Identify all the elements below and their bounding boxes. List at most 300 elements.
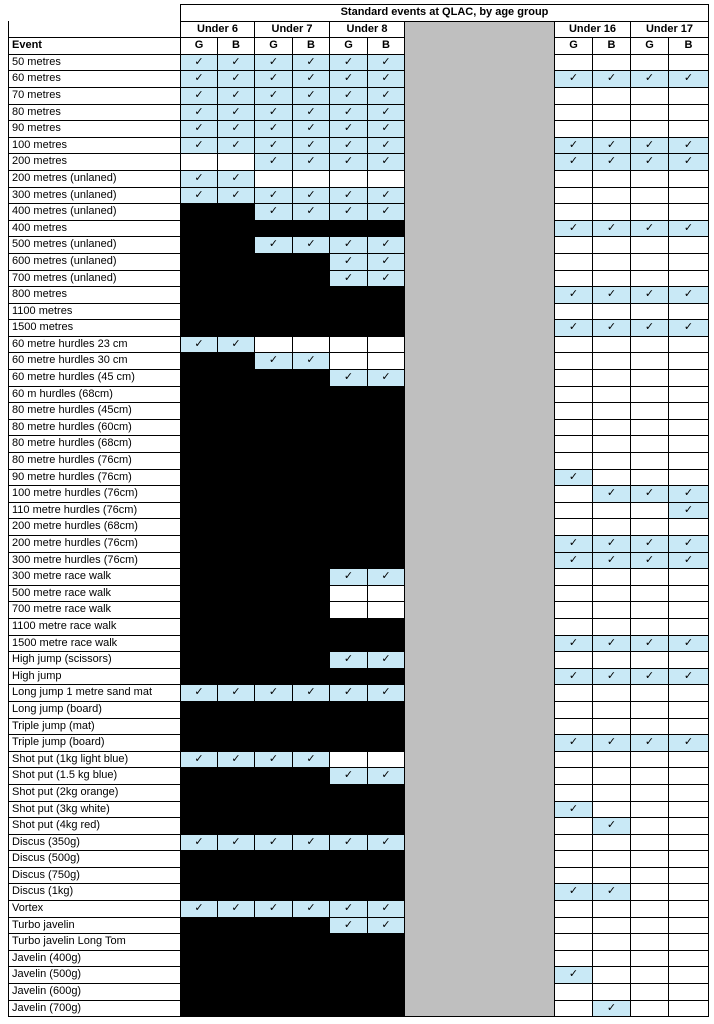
check-mark-icon: ✓ — [381, 155, 391, 168]
empty-cell — [631, 403, 669, 420]
check-cell — [593, 884, 631, 901]
not-offered-cell — [218, 784, 255, 801]
check-cell — [181, 834, 218, 851]
not-offered-cell — [368, 701, 405, 718]
check-cell — [330, 71, 368, 88]
not-offered-cell — [330, 934, 368, 951]
event-name: Discus (500g) — [9, 851, 181, 868]
event-name: Long jump 1 metre sand mat — [9, 685, 181, 702]
check-mark-icon: ✓ — [343, 188, 354, 201]
not-offered-cell — [255, 984, 293, 1001]
not-offered-cell — [368, 303, 405, 320]
not-offered-cell — [218, 718, 255, 735]
empty-cell — [669, 950, 709, 967]
not-offered-cell — [330, 851, 368, 868]
corner-blank-2 — [9, 21, 181, 38]
not-offered-cell — [181, 386, 218, 403]
check-cell — [330, 270, 368, 287]
check-mark-icon: ✓ — [231, 835, 241, 848]
event-name: 80 metre hurdles (60cm) — [9, 419, 181, 436]
not-offered-cell — [368, 818, 405, 835]
check-mark-icon: ✓ — [683, 669, 694, 682]
empty-cell — [330, 170, 368, 187]
empty-cell — [593, 353, 631, 370]
check-mark-icon: ✓ — [644, 72, 655, 85]
empty-cell — [368, 336, 405, 353]
check-mark-icon: ✓ — [306, 105, 316, 118]
check-cell — [255, 901, 293, 918]
check-mark-icon: ✓ — [306, 188, 316, 201]
empty-cell — [631, 336, 669, 353]
check-cell — [330, 204, 368, 221]
event-name: Shot put (2kg orange) — [9, 784, 181, 801]
check-cell — [255, 187, 293, 204]
not-offered-cell — [368, 469, 405, 486]
empty-cell — [555, 618, 593, 635]
check-mark-icon: ✓ — [343, 371, 354, 384]
check-cell — [669, 668, 709, 685]
check-cell — [593, 635, 631, 652]
not-offered-cell — [330, 718, 368, 735]
not-offered-cell — [293, 536, 330, 553]
event-name: 200 metres — [9, 154, 181, 171]
not-offered-cell — [181, 801, 218, 818]
check-mark-icon: ✓ — [194, 752, 204, 765]
empty-cell — [631, 967, 669, 984]
event-name: Javelin (700g) — [9, 1000, 181, 1017]
not-offered-cell — [218, 984, 255, 1001]
not-offered-cell — [255, 884, 293, 901]
check-mark-icon: ✓ — [683, 321, 694, 334]
check-mark-icon: ✓ — [343, 138, 354, 151]
check-mark-icon: ✓ — [231, 188, 241, 201]
not-offered-cell — [293, 287, 330, 304]
empty-cell — [669, 253, 709, 270]
check-cell — [255, 71, 293, 88]
not-offered-cell — [368, 967, 405, 984]
not-offered-cell — [293, 950, 330, 967]
empty-cell — [631, 270, 669, 287]
not-offered-cell — [368, 735, 405, 752]
not-offered-cell — [293, 502, 330, 519]
empty-cell — [555, 834, 593, 851]
not-offered-cell — [330, 519, 368, 536]
not-offered-cell — [293, 917, 330, 934]
not-offered-cell — [330, 486, 368, 503]
empty-cell — [593, 569, 631, 586]
not-offered-cell — [293, 818, 330, 835]
empty-cell — [555, 569, 593, 586]
empty-cell — [555, 685, 593, 702]
check-cell — [669, 552, 709, 569]
check-mark-icon: ✓ — [644, 537, 655, 549]
not-offered-cell — [368, 486, 405, 503]
not-offered-cell — [218, 818, 255, 835]
not-offered-cell — [181, 984, 218, 1001]
check-cell — [669, 154, 709, 171]
not-offered-cell — [330, 735, 368, 752]
not-offered-cell — [368, 386, 405, 403]
table-row — [9, 237, 709, 254]
empty-cell — [631, 618, 669, 635]
empty-cell — [555, 950, 593, 967]
empty-cell — [631, 569, 669, 586]
not-offered-cell — [181, 287, 218, 304]
empty-cell — [669, 768, 709, 785]
event-name: Vortex — [9, 901, 181, 918]
event-header: Event — [9, 38, 181, 55]
check-mark-icon: ✓ — [343, 205, 354, 218]
not-offered-cell — [330, 536, 368, 553]
check-cell — [218, 104, 255, 121]
check-cell — [555, 884, 593, 901]
check-mark-icon: ✓ — [644, 288, 655, 301]
check-mark-icon: ✓ — [606, 553, 617, 566]
not-offered-cell — [181, 718, 218, 735]
check-mark-icon: ✓ — [568, 72, 579, 85]
table-body — [9, 5, 709, 1017]
empty-cell — [555, 585, 593, 602]
check-mark-icon: ✓ — [644, 636, 655, 649]
check-mark-icon: ✓ — [606, 221, 617, 234]
sub-header-b: B — [218, 38, 255, 55]
check-mark-icon: ✓ — [606, 138, 617, 151]
empty-cell — [593, 303, 631, 320]
table-row — [9, 652, 709, 669]
empty-cell — [669, 204, 709, 221]
not-offered-cell — [293, 486, 330, 503]
not-offered-cell — [368, 552, 405, 569]
sub-header-g: G — [631, 38, 669, 55]
check-cell — [669, 536, 709, 553]
check-cell — [181, 121, 218, 138]
not-offered-cell — [368, 287, 405, 304]
check-cell — [593, 536, 631, 553]
check-mark-icon: ✓ — [194, 122, 204, 135]
check-cell — [218, 187, 255, 204]
empty-cell — [631, 950, 669, 967]
empty-cell — [593, 502, 631, 519]
empty-cell — [593, 436, 631, 453]
check-cell — [593, 220, 631, 237]
empty-cell — [631, 170, 669, 187]
check-mark-icon: ✓ — [683, 487, 694, 500]
not-offered-cell — [218, 867, 255, 884]
empty-cell — [593, 170, 631, 187]
check-mark-icon: ✓ — [231, 171, 241, 184]
not-offered-cell — [255, 867, 293, 884]
empty-cell — [631, 469, 669, 486]
check-mark-icon: ✓ — [194, 55, 204, 68]
check-cell — [669, 502, 709, 519]
not-offered-cell — [181, 320, 218, 337]
empty-cell — [631, 519, 669, 536]
not-offered-cell — [255, 701, 293, 718]
not-offered-cell — [293, 585, 330, 602]
check-mark-icon: ✓ — [306, 138, 316, 151]
table-row — [9, 453, 709, 470]
not-offered-cell — [218, 602, 255, 619]
empty-cell — [593, 917, 631, 934]
check-cell — [293, 237, 330, 254]
table-row — [9, 253, 709, 270]
check-cell — [593, 71, 631, 88]
check-mark-icon: ✓ — [606, 487, 617, 500]
not-offered-cell — [181, 884, 218, 901]
check-cell — [330, 685, 368, 702]
check-cell — [293, 751, 330, 768]
not-offered-cell — [181, 436, 218, 453]
check-cell — [330, 104, 368, 121]
empty-cell — [669, 967, 709, 984]
not-offered-cell — [181, 569, 218, 586]
check-cell — [368, 237, 405, 254]
not-offered-cell — [293, 370, 330, 387]
not-offered-cell — [255, 270, 293, 287]
not-offered-cell — [181, 370, 218, 387]
check-cell — [330, 569, 368, 586]
not-offered-cell — [368, 453, 405, 470]
not-offered-cell — [368, 519, 405, 536]
not-offered-cell — [181, 818, 218, 835]
check-cell — [255, 751, 293, 768]
event-name: 110 metre hurdles (76cm) — [9, 502, 181, 519]
empty-cell — [631, 685, 669, 702]
check-mark-icon: ✓ — [306, 55, 316, 68]
check-cell — [293, 71, 330, 88]
empty-cell — [631, 652, 669, 669]
check-mark-icon: ✓ — [343, 686, 354, 699]
not-offered-cell — [218, 552, 255, 569]
empty-cell — [631, 768, 669, 785]
check-cell — [631, 320, 669, 337]
event-name: Triple jump (board) — [9, 735, 181, 752]
check-mark-icon: ✓ — [268, 205, 279, 218]
empty-cell — [631, 901, 669, 918]
check-mark-icon: ✓ — [568, 155, 579, 168]
not-offered-cell — [181, 519, 218, 536]
not-offered-cell — [368, 801, 405, 818]
check-mark-icon: ✓ — [194, 902, 204, 915]
empty-cell — [593, 585, 631, 602]
check-cell — [293, 834, 330, 851]
check-mark-icon: ✓ — [343, 835, 354, 848]
table-row — [9, 469, 709, 486]
empty-cell — [631, 303, 669, 320]
empty-cell — [593, 984, 631, 1001]
empty-cell — [555, 336, 593, 353]
empty-cell — [631, 585, 669, 602]
check-cell — [631, 71, 669, 88]
not-offered-cell — [181, 668, 218, 685]
check-mark-icon: ✓ — [268, 752, 279, 765]
check-mark-icon: ✓ — [644, 669, 655, 682]
empty-cell — [330, 336, 368, 353]
not-offered-cell — [181, 701, 218, 718]
empty-cell — [255, 336, 293, 353]
empty-cell — [330, 353, 368, 370]
not-offered-cell — [330, 950, 368, 967]
check-cell — [593, 320, 631, 337]
not-offered-cell — [181, 635, 218, 652]
sub-header-b: B — [293, 38, 330, 55]
not-offered-cell — [368, 403, 405, 420]
empty-cell — [669, 818, 709, 835]
check-mark-icon: ✓ — [683, 537, 694, 549]
table-row — [9, 934, 709, 951]
empty-cell — [593, 768, 631, 785]
empty-cell — [669, 469, 709, 486]
check-mark-icon: ✓ — [381, 122, 391, 135]
not-offered-cell — [293, 253, 330, 270]
table-row — [9, 569, 709, 586]
check-cell — [593, 287, 631, 304]
empty-cell — [218, 154, 255, 171]
event-name: High jump (scissors) — [9, 652, 181, 669]
empty-cell — [555, 851, 593, 868]
check-cell — [631, 287, 669, 304]
not-offered-cell — [293, 784, 330, 801]
check-cell — [255, 87, 293, 104]
table-row — [9, 54, 709, 71]
empty-cell — [368, 602, 405, 619]
not-offered-cell — [218, 536, 255, 553]
event-name: Shot put (1.5 kg blue) — [9, 768, 181, 785]
not-offered-cell — [368, 220, 405, 237]
check-cell — [218, 336, 255, 353]
not-offered-cell — [255, 818, 293, 835]
empty-cell — [330, 602, 368, 619]
check-cell — [555, 137, 593, 154]
empty-cell — [593, 453, 631, 470]
check-mark-icon: ✓ — [306, 88, 316, 101]
check-mark-icon: ✓ — [231, 122, 241, 135]
check-cell — [293, 901, 330, 918]
not-offered-cell — [255, 652, 293, 669]
not-offered-cell — [330, 220, 368, 237]
not-offered-cell — [181, 220, 218, 237]
event-name: Discus (1kg) — [9, 884, 181, 901]
empty-cell — [593, 834, 631, 851]
check-mark-icon: ✓ — [381, 55, 391, 68]
table-row — [9, 154, 709, 171]
empty-cell — [555, 237, 593, 254]
not-offered-cell — [255, 801, 293, 818]
table-row — [9, 984, 709, 1001]
check-mark-icon: ✓ — [683, 221, 694, 234]
table-row — [9, 204, 709, 221]
check-mark-icon: ✓ — [381, 769, 391, 782]
check-mark-icon: ✓ — [381, 686, 391, 699]
not-offered-cell — [218, 652, 255, 669]
check-cell — [368, 204, 405, 221]
check-mark-icon: ✓ — [568, 321, 579, 334]
empty-cell — [593, 54, 631, 71]
not-offered-cell — [255, 370, 293, 387]
not-offered-cell — [218, 253, 255, 270]
table-row — [9, 735, 709, 752]
check-mark-icon: ✓ — [606, 155, 617, 168]
not-offered-cell — [181, 618, 218, 635]
check-cell — [255, 204, 293, 221]
event-name: 1500 metre race walk — [9, 635, 181, 652]
not-offered-cell — [330, 320, 368, 337]
event-name: 400 metres — [9, 220, 181, 237]
table-row — [9, 635, 709, 652]
not-offered-cell — [368, 320, 405, 337]
empty-cell — [669, 386, 709, 403]
check-cell — [555, 801, 593, 818]
check-cell — [181, 104, 218, 121]
empty-cell — [631, 784, 669, 801]
check-mark-icon: ✓ — [606, 885, 617, 898]
check-mark-icon: ✓ — [343, 55, 354, 68]
check-cell — [181, 54, 218, 71]
not-offered-cell — [330, 801, 368, 818]
not-offered-cell — [293, 569, 330, 586]
corner-blank — [9, 5, 181, 22]
check-mark-icon: ✓ — [343, 155, 354, 168]
check-mark-icon: ✓ — [194, 88, 204, 101]
not-offered-cell — [218, 701, 255, 718]
check-mark-icon: ✓ — [194, 835, 204, 848]
check-mark-icon: ✓ — [683, 553, 694, 566]
check-cell — [631, 486, 669, 503]
check-cell — [293, 104, 330, 121]
table-row — [9, 320, 709, 337]
event-name: High jump — [9, 668, 181, 685]
not-offered-cell — [218, 884, 255, 901]
check-cell — [669, 220, 709, 237]
event-name: 50 metres — [9, 54, 181, 71]
not-offered-cell — [255, 552, 293, 569]
check-mark-icon: ✓ — [568, 636, 579, 649]
group-under-7: Under 7 — [255, 21, 330, 38]
empty-cell — [181, 154, 218, 171]
empty-cell — [555, 386, 593, 403]
empty-cell — [555, 121, 593, 138]
check-cell — [218, 751, 255, 768]
check-cell — [330, 253, 368, 270]
event-name: 100 metres — [9, 137, 181, 154]
check-cell — [631, 735, 669, 752]
not-offered-cell — [181, 585, 218, 602]
check-mark-icon: ✓ — [194, 686, 204, 699]
check-cell — [255, 834, 293, 851]
check-mark-icon: ✓ — [644, 553, 655, 566]
not-offered-cell — [255, 934, 293, 951]
not-offered-cell — [368, 784, 405, 801]
table-row — [9, 801, 709, 818]
empty-cell — [330, 585, 368, 602]
check-mark-icon: ✓ — [381, 570, 391, 583]
event-name: 200 metre hurdles (68cm) — [9, 519, 181, 536]
check-mark-icon: ✓ — [231, 88, 241, 101]
not-offered-cell — [255, 768, 293, 785]
not-offered-cell — [368, 718, 405, 735]
table-row — [9, 701, 709, 718]
check-cell — [293, 87, 330, 104]
check-cell — [631, 220, 669, 237]
check-cell — [555, 552, 593, 569]
check-mark-icon: ✓ — [381, 88, 391, 101]
table-row — [9, 336, 709, 353]
not-offered-cell — [330, 884, 368, 901]
empty-cell — [669, 336, 709, 353]
check-cell — [255, 104, 293, 121]
check-cell — [293, 353, 330, 370]
check-mark-icon: ✓ — [268, 902, 279, 915]
